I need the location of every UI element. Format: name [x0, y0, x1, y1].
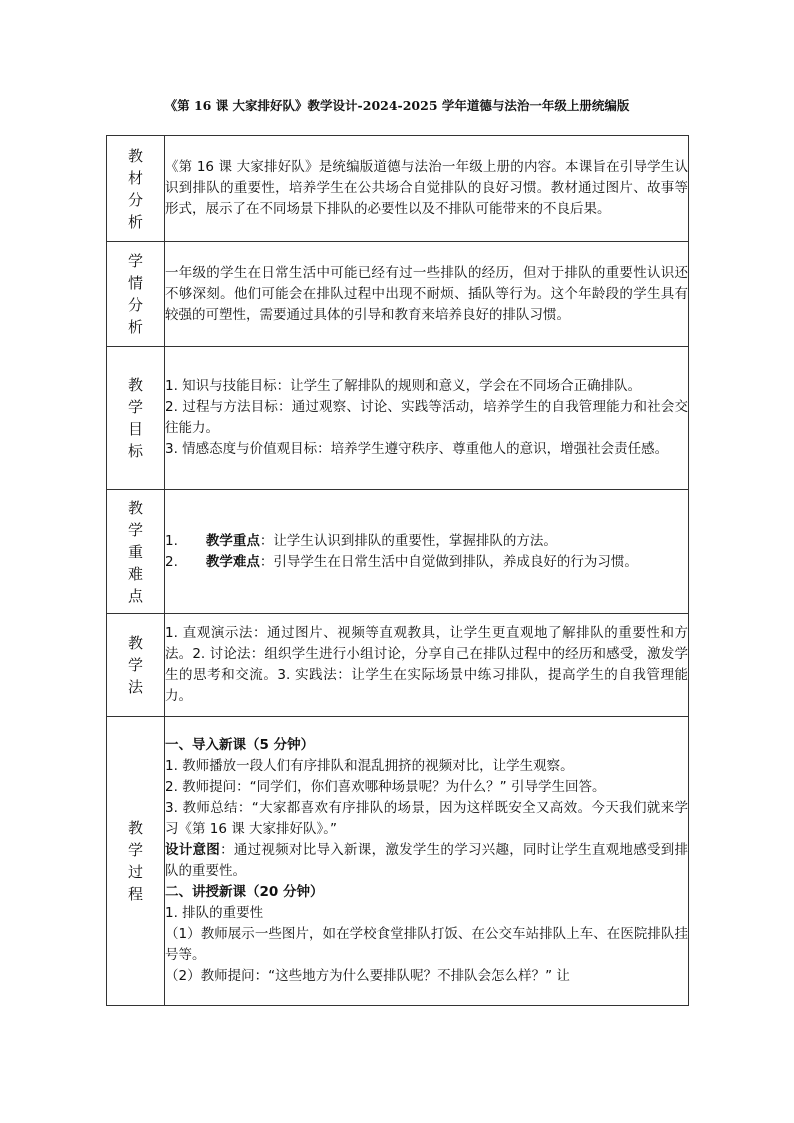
row-label-cell — [107, 242, 165, 347]
table-row — [107, 242, 689, 347]
key-point-item: 1. 教学重点：让学生认识到排队的重要性，掌握排队的方法。 — [165, 532, 557, 549]
document-title: 《第 16 课 大家排好队》教学设计-2024-2025 学年道德与法治一年级上册统编版 — [164, 98, 630, 113]
row-label-cell — [107, 347, 165, 490]
sub-heading: 1. 排队的重要性 — [165, 905, 264, 921]
row-label: 学情分析 — [127, 252, 143, 336]
lesson-plan-table — [106, 135, 689, 1006]
objective-item: 3. 情感态度与价值观目标：培养学生遵守秩序、尊重他人的意识，增强社会责任感。 — [165, 441, 669, 457]
table-row — [107, 614, 689, 717]
section-heading: 二、讲授新课（20 分钟） — [165, 884, 324, 900]
textbook-analysis-text: 《第 16 课 大家排好队》是统编版道德与法治一年级上册的内容。本课旨在引导学生认识到排队的重要性，培养学生在公共场合自觉排队的良好习惯。教材通过图片、故事等形式，展示了在不同场景下排队的必要性以及不排队可能带来的不良后果。 — [165, 159, 688, 217]
row-content-cell — [165, 490, 689, 614]
section-heading: 一、导入新课（5 分钟） — [165, 737, 315, 753]
row-label: 教学目标 — [127, 376, 143, 460]
teaching-method-text: 1. 直观演示法：通过图片、视频等直观教具，让学生更直观地了解排队的重要性和方法。2. 讨论法：组织学生进行小组讨论，分享自己在排队过程中的经历和感受，激发学生的思考和交流。3. 实践法：让学生在实际场景中练习排队，提高学生的自我管理能力。 — [165, 625, 688, 704]
row-label: 教学过程 — [127, 819, 143, 903]
process-item: （2）教师提问：“这些地方为什么要排队呢？不排队会怎么样？” 让 — [165, 968, 570, 984]
row-label-cell — [107, 136, 165, 242]
row-label-cell — [107, 717, 165, 1006]
row-content-cell — [165, 136, 689, 242]
process-item: （1）教师展示一些图片，如在学校食堂排队打饭、在公交车站排队上车、在医院排队挂号等。 — [165, 926, 688, 963]
table-row — [107, 717, 689, 1006]
row-content-cell — [165, 717, 689, 1006]
row-label-cell — [107, 490, 165, 614]
key-point-label: 教学难点 — [205, 553, 260, 570]
learner-analysis-text: 一年级的学生在日常生活中可能已经有过一些排队的经历，但对于排队的重要性认识还不够深刻。他们可能会在排队过程中出现不耐烦、插队等行为。这个年龄段的学生具有较强的可塑性，需要通过具体的引导和教育来培养良好的排队习惯。 — [165, 264, 688, 323]
objective-item: 1. 知识与技能目标：让学生了解排队的规则和意义，学会在不同场合正确排队。 — [165, 378, 642, 394]
row-content-cell — [165, 614, 689, 717]
row-label-cell — [107, 614, 165, 717]
row-label: 教学重难点 — [127, 498, 143, 605]
table-row — [107, 490, 689, 614]
key-point-item: 2. 教学难点：引导学生在日常生活中自觉做到排队，养成良好的行为习惯。 — [165, 553, 638, 570]
key-point-label: 教学重点 — [205, 532, 260, 549]
row-content-cell — [165, 347, 689, 490]
table-row — [107, 136, 689, 242]
row-content-cell — [165, 242, 689, 347]
process-item: 1. 教师播放一段人们有序排队和混乱拥挤的视频对比，让学生观察。 — [165, 758, 574, 774]
row-label: 教材分析 — [127, 146, 143, 231]
process-item: 2. 教师提问：“同学们，你们喜欢哪种场景呢？为什么？” 引导学生回答。 — [165, 779, 606, 795]
objective-item: 2. 过程与方法目标：通过观察、讨论、实践等活动，培养学生的自我管理能力和社会交往能力。 — [165, 399, 688, 436]
table-row — [107, 347, 689, 490]
design-intent: 设计意图：通过视频对比导入新课，激发学生的学习兴趣，同时让学生直观地感受到排队的重要性。 — [165, 842, 689, 879]
process-item: 3. 教师总结：“大家都喜欢有序排队的场景，因为这样既安全又高效。今天我们就来学习《第 16 课 大家排好队》。” — [165, 800, 688, 837]
row-label: 教学法 — [127, 634, 143, 696]
